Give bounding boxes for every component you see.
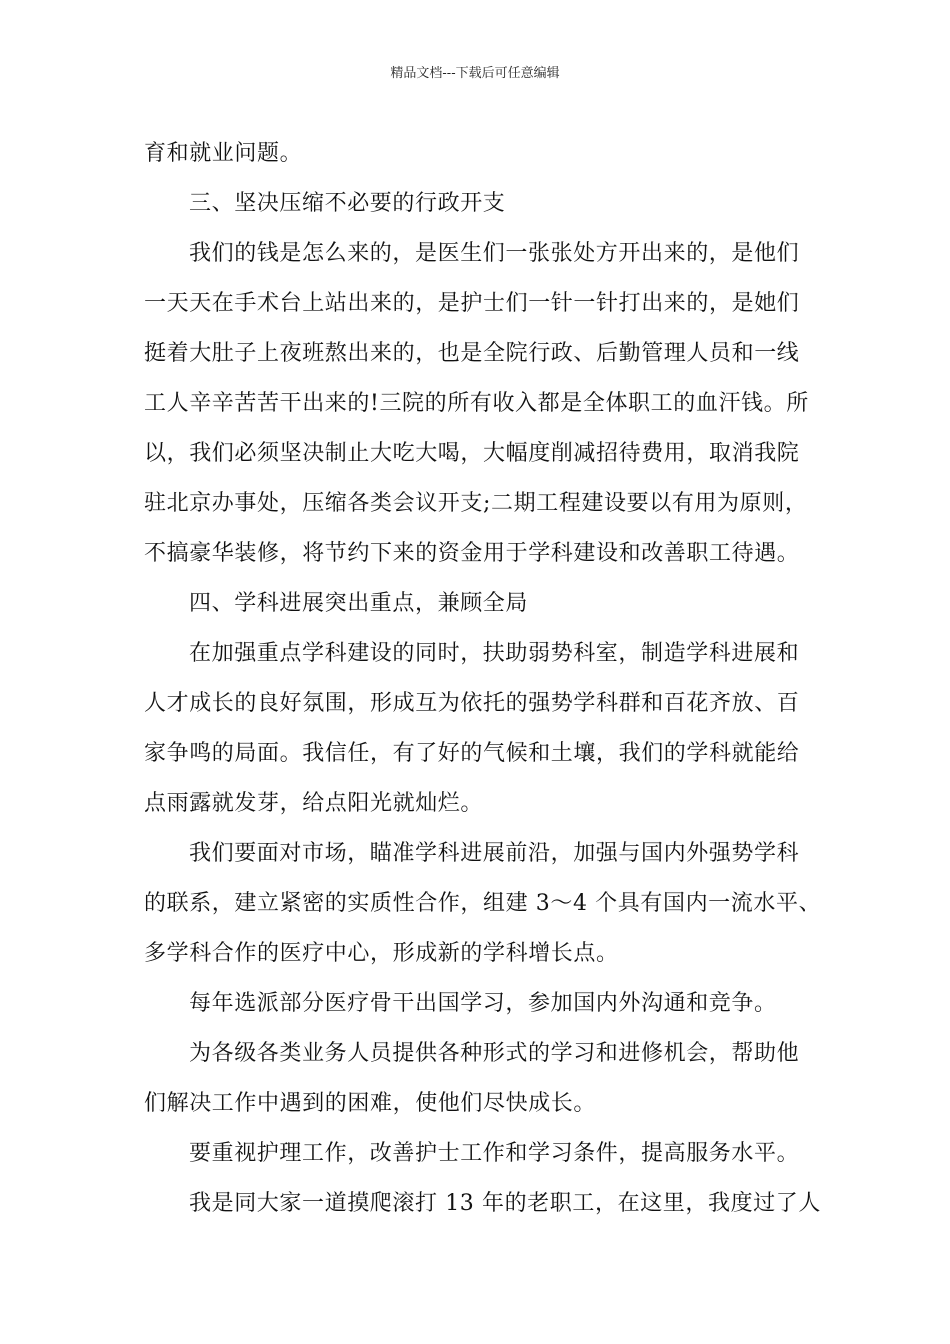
text-line-9: 不搞豪华装修，将节约下来的资金用于学科建设和改善职工待遇。 [144,541,800,566]
text-line-5: 挺着大肚子上夜班熬出来的，也是全院行政、后勤管理人员和一线 [144,341,800,366]
text-line-11: 在加强重点学科建设的同时，扶助弱势科室，制造学科进展和 [189,641,800,666]
text-line-8: 驻北京办事处，压缩各类会议开支;二期工程建设要以有用为原则， [144,491,808,516]
text-line-12: 人才成长的良好氛围，形成互为依托的强势学科群和百花齐放、百 [144,691,800,716]
text-line-6: 工人辛辛苦苦干出来的!三院的所有收入都是全体职工的血汗钱。所 [144,391,809,416]
text-line-7: 以，我们必须坚决制止大吃大喝，大幅度削减招待费用，取消我院 [144,441,800,466]
text-line-4: 一天天在手术台上站出来的，是护士们一针一针打出来的，是她们 [144,291,800,316]
text-line-13: 家争鸣的局面。我信任，有了好的气候和土壤，我们的学科就能给 [144,741,800,766]
document-body [144,129,822,1229]
text-line-19: 为各级各类业务人员提供各种形式的学习和进修机会，帮助他 [189,1041,800,1066]
page-header: 精品文档---下载后可任意编辑 [390,66,560,81]
section-heading-4: 四、学科进展突出重点，兼顾全局 [189,591,529,616]
text-line-15: 我们要面对市场，瞄准学科进展前沿，加强与国内外强势学科 [189,841,800,866]
text-line-21: 要重视护理工作，改善护士工作和学习条件，提高服务水平。 [189,1141,800,1166]
text-line-20: 们解决工作中遇到的困难，使他们尽快成长。 [144,1091,597,1116]
text-line-17: 多学科合作的医疗中心，形成新的学科增长点。 [144,941,619,966]
text-line-16: 的联系，建立紧密的实质性合作，组建 3～4 个具有国内一流水平、 [144,891,822,916]
text-line-1: 育和就业问题。 [144,141,303,166]
text-line-22: 我是同大家一道摸爬滚打 13 年的老职工，在这里，我度过了人 [189,1191,821,1216]
section-heading-3: 三、坚决压缩不必要的行政开支 [189,191,506,216]
text-line-18: 每年选派部分医疗骨干出国学习，参加国内外沟通和竞争。 [189,991,777,1016]
text-line-14: 点雨露就发芽，给点阳光就灿烂。 [144,791,484,816]
text-line-3: 我们的钱是怎么来的，是医生们一张张处方开出来的，是他们 [189,241,800,266]
